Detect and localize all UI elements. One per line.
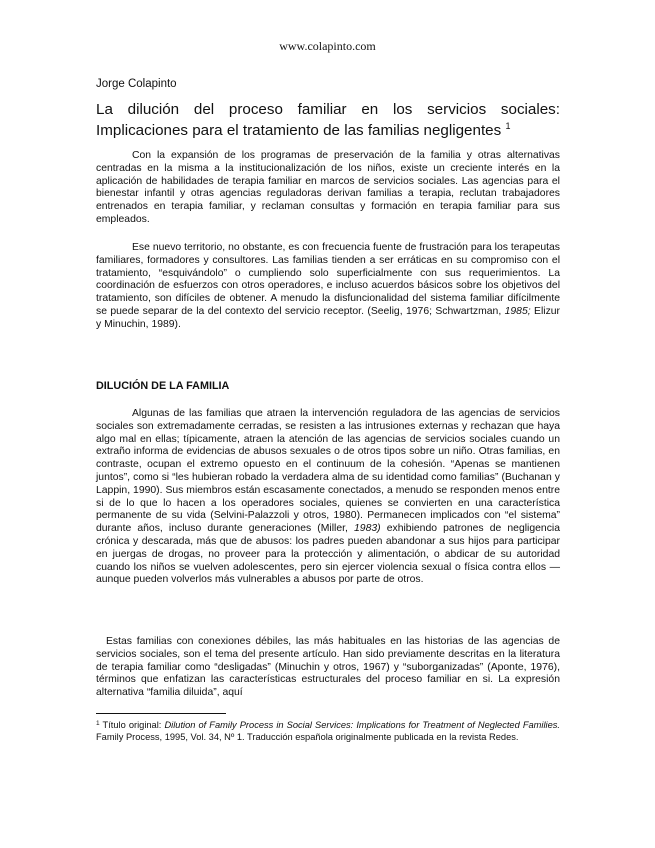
footnote-citation: Family Process, 1995, Vol. 34, Nº 1. Traducción española originalmente publicada en la revista Redes. [96, 732, 519, 743]
paragraph-3-end: exhibiendo patrones de negligencia crónica y descarada, más que de abusos: los padres pueden abandonar a sus hijos para participar en juergas de drogas, no proveer para la protección y alimentación, o abdicar de su autoridad cuando los niños se vuelven adolescentes, pero sin ejercer violencia sexual o física contra ellos —aunque pueden volverlos más vulnerables a abusos por parte de otros. [96, 523, 560, 586]
author-name: Jorge Colapinto [96, 78, 177, 90]
paragraph-3-italic: 1983) [354, 523, 381, 535]
footnote-original-title: Dilution of Family Process in Social Services: Implications for Treatment of Neglected Families. [164, 720, 561, 730]
footnote-mark: 1 [96, 720, 100, 727]
paragraph-2-italic: 1985; [504, 305, 531, 317]
paragraph-4: Estas familias con conexiones débiles, las más habituales en las historias de las agencias de servicios sociales, son el tema del presente artículo. Han sido previamente descritas en la literatura de terapia familiar como “desligadas” (Minuchin y otros, 1967) y “suborganizadas” (Aponte, 1976), términos que enfatizan las características estructurales del proceso familiar en si. La expresión alternativa “familia diluida”, aquí [96, 636, 560, 699]
paragraph-3 [96, 408, 560, 587]
paragraph-1: Con la expansión de los programas de preservación de la familia y otras alternativas centradas en la misma a la institucionalización de los niños, existe un creciente interés en la aplicación de habilidades de terapia familiar en marcos de servicios sociales. Las agencias para el bienestar infantil y otras agencias reguladoras derivan familias a terapia, reclutan trabajadores entrenados en terapia familiar, y reclaman consultas y formación en terapia familiar para sus empleados. [96, 150, 560, 225]
title-text: La dilución del proceso familiar en los servicios sociales: Implicaciones para el tratamiento de las familias negligentes [96, 101, 560, 139]
paragraph-2 [96, 242, 560, 332]
header-url: www.colapinto.com [279, 39, 376, 53]
title-footnote-mark: 1 [505, 121, 511, 131]
footnote [96, 718, 560, 743]
article-title [96, 101, 560, 139]
paragraph-2-text: Ese nuevo territorio, no obstante, es con frecuencia fuente de frustración para los terapeutas familiares, formadores y consultores. Las familias tienden a ser erráticas en su compromiso con el tratamiento, “esquivándolo” o cumpliendo solo superficialmente con sus requerimientos. La coordinación de esfuerzos con otros operadores, e incluso acuerdos básicos sobre los objetivos del tratamiento, son difíciles de obtener. A menudo la disfuncionalidad del sistema familiar difícilmente se puede separar de la del contexto del servicio receptor. (Seelig, 1976; Schwartzman, [96, 242, 560, 317]
paragraph-2-end: Elizur y Minuchin, 1989). [96, 305, 561, 330]
paragraph-3-text: Algunas de las familias que atraen la intervención reguladora de las agencias de servicios sociales son extremadamente cerradas, se resisten a las intrusiones externas y rechazan que haya algo mal en ellas; típicamente, atraen la atención de las agencias de servicios sociales cuando un extraño informa de evidencias de abusos sexuales o de otros tipos sobre un niño. Otras familias, en contraste, ocupan el extremo opuesto en el continuum de la cohesión. “Apenas se mantienen juntos”, como si “les hubieran robado la verdadera alma de su identidad como familias” (Buchanan y Lappin, 1990). Sus miembros están escasamente conectados, a menudo se responden menos entre si de lo que lo hacen a los operadores sociales, quienes se convierten en una característica permanente de su vida (Selvini-Palazzoli y otros, 1980). Permanecen implicados con “el sistema” durante años, incluso durante generaciones (Miller, [96, 408, 560, 535]
footnote-label: Título original: [99, 720, 165, 730]
footnote-divider [96, 713, 226, 714]
section-heading: DILUCIÓN DE LA FAMILIA [96, 380, 230, 392]
